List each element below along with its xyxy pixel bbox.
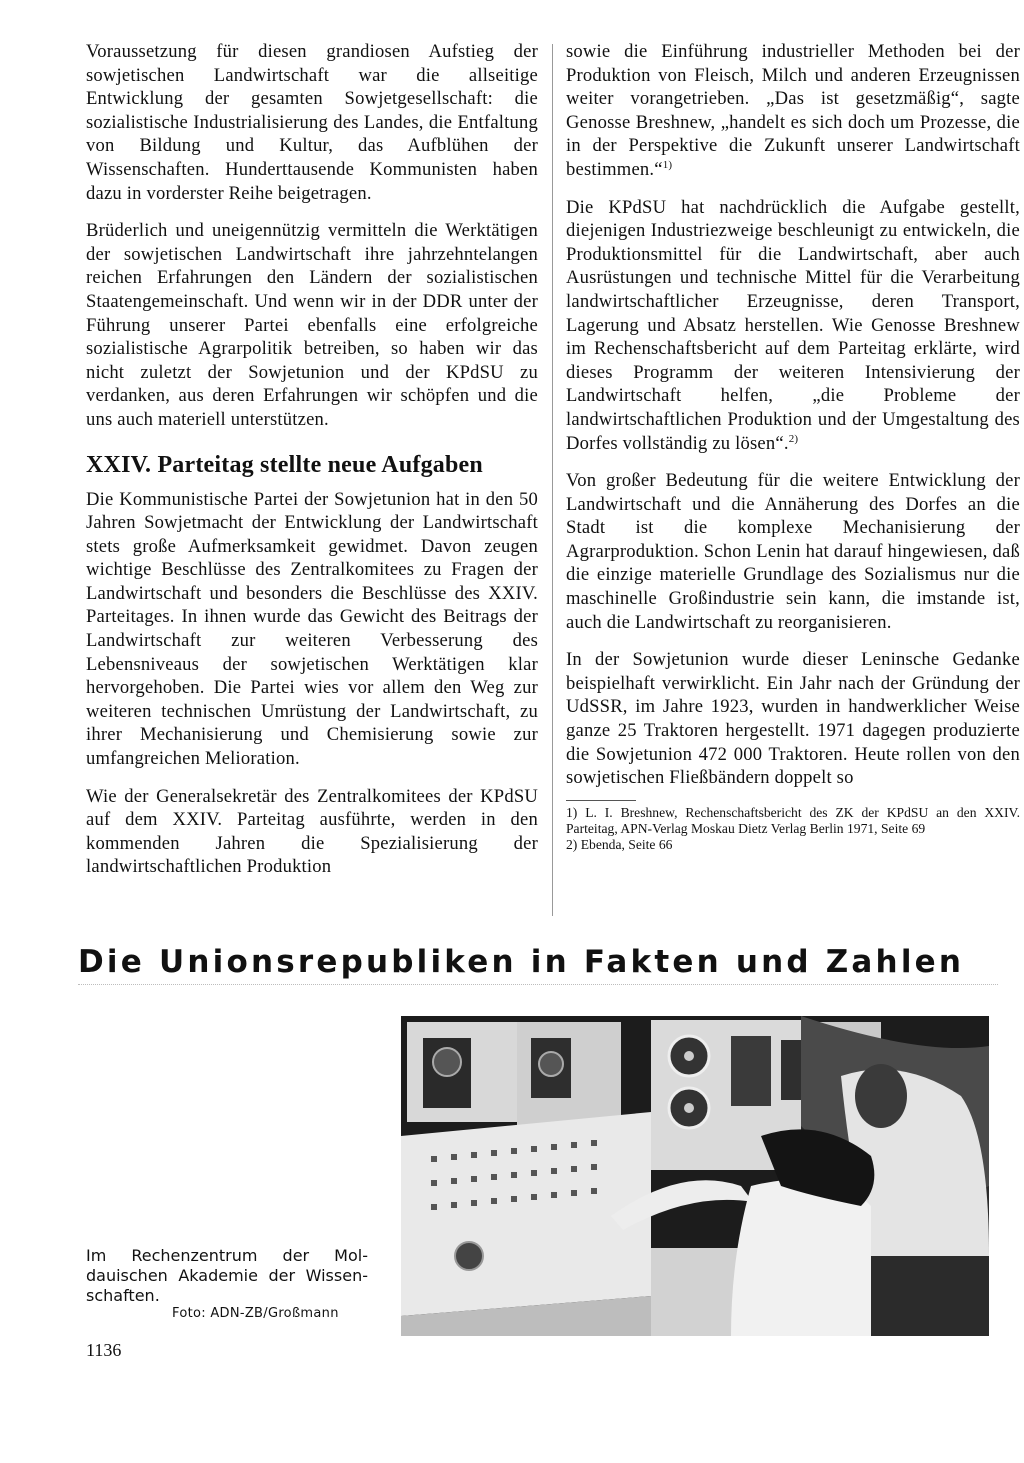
footnote-rule: [566, 800, 636, 801]
footnote-ref-1: 1): [662, 158, 673, 171]
footnote-ref-2: 2): [788, 432, 799, 445]
left-paragraph-2: Brüderlich und uneigennützig vermitteln die Werktätigen der sowjetischen Landwirtschaft ihre jahrzehntelangen reichen Erfahrungen den Ländern der sozialistischen Staatengemeinschaft. Und wenn wir in der DDR unter der Führung unserer Partei ebenfalls eine erfolgreiche sozialistische Agrarpolitik betreiben, so haben wir das nicht zuletzt der Sowjetunion und der KPdSU zu verdanken, aus deren Erfahrungen wir schöpfen und die uns auch materiell unterstützen.: [86, 220, 538, 430]
page-number: 1136: [86, 1340, 122, 1360]
footnotes: [566, 805, 1020, 853]
banner-title: Die Unionsrepubliken in Fakten und Zahlen: [78, 944, 965, 980]
left-paragraph-1: Voraussetzung für diesen grandiosen Aufstieg der sowjetischen Landwirtschaft war die allseitige Entwicklung der gesamten Sowjetgesellschaft: die sozialistische Industrialisierung des Landes, die Entfaltung von Bildung und Kultur, das Aufblühen der Wissenschaften. Hunderttausende Kommunisten haben dazu in vorderster Reihe beigetragen.: [86, 41, 538, 204]
photo-illustration: [401, 1016, 989, 1336]
photo-caption: Im Rechenzentrum der Moldauischen Akademie der Wissenschaften.: [86, 1246, 368, 1305]
computer-center-photo: [401, 1016, 989, 1336]
photo-credit: Foto: ADN-ZB/Großmann: [172, 1306, 339, 1321]
left-paragraph-4: Wie der Generalsekretär des Zentralkomitees der KPdSU auf dem XXIV. Parteitag ausführte, werden in den kommenden Jahren die Spezialisierung der landwirtschaftlichen Produktion: [86, 785, 538, 878]
section-heading: XXIV. Parteitag stellte neue Aufgaben: [86, 451, 483, 478]
footnote-1: 1) L. I. Breshnew, Rechenschaftsbericht des ZK der KPdSU an den XXIV. Parteitag, APN-Verlag Moskau Dietz Verlag Berlin 1971, Seite 69: [566, 804, 1020, 836]
right-paragraph-1-text: sowie die Einführung industrieller Methoden bei der Produktion von Fleisch, Milch und anderen Erzeugnissen weiter vorangetrieben. „Das ist gesetzmäßig“, sagte Genosse Breshnew, „handelt es sich doch um Prozesse, die in der Perspektive die Zukunft unserer Landwirtschaft bestimmen.“: [566, 41, 1020, 180]
footnote-2: 2) Ebenda, Seite 66: [566, 836, 673, 852]
right-column: [566, 40, 1020, 853]
right-paragraph-4: In der Sowjetunion wurde dieser Leninsche Gedanke beispielhaft verwirklicht. Ein Jahr nach der Gründung der UdSSR, im Jahre 1923, wurden in handwerklicher Weise ganze 25 Traktoren hergestellt. 1971 dagegen produzierte die Sowjetunion 472 000 Traktoren. Heute rollen von den sowjetischen Fließbändern doppelt so: [566, 649, 1020, 789]
left-paragraph-3: Die Kommunistische Partei der Sowjetunion hat in den 50 Jahren Sowjetmacht der Entwicklung der Landwirtschaft stets große Aufmerksamkeit gewidmet. Davon zeugen wichtige Beschlüsse des Zentralkomitees zu Fragen der Landwirtschaft und besonders die Beschlüsse des XXIV. Parteitages. In ihnen wurde das Gewicht des Beitrags der Landwirtschaft zur weiteren Verbesserung des Lebensniveaus der sowjetischen Werktätigen klar hervorgehoben. Die Partei wies vor allem den Weg zur weiteren technischen Umrüstung der Landwirtschaft, zu ihrer Mechanisierung und Chemisierung sowie zur umfangreichen Melioration.: [86, 488, 538, 770]
right-paragraph-3: Von großer Bedeutung für die weitere Entwicklung der Landwirtschaft und die Annäherung des Dorfes an die Stadt ist die komplexe Mechanisierung der Agrarproduktion. Schon Lenin hat darauf hingewiesen, daß die einzige materielle Grundlage des Sozialismus nur die maschinelle Großindustrie sein kann, die imstande ist, auch die Landwirtschaft zu reorganisieren.: [566, 470, 1020, 633]
right-paragraph-2-text: Die KPdSU hat nachdrücklich die Aufgabe gestellt, diejenigen Industriezweige beschleunigt zu entwickeln, die Produktionsmittel für die Landwirtschaft, aber auch Ausrüstungen und technische Mittel für die Verarbeitung landwirtschaftlicher Erzeugnisse, deren Transport, Lagerung und Absatz herstellen. Wie Genosse Breshnew im Rechenschaftsbericht auf dem Parteitag erklärte, wird dieses Programm der weiteren Intensivierung der Landwirtschaft helfen, „die Probleme der landwirtschaftlichen Produktion und der Umgestaltung des Dorfes vollständig zu lösen“.: [566, 196, 1020, 454]
right-paragraph-1: [566, 40, 1020, 182]
left-column: [86, 40, 538, 879]
right-paragraph-2: [566, 196, 1020, 456]
column-divider: [552, 44, 553, 916]
banner-rule: [78, 984, 998, 985]
